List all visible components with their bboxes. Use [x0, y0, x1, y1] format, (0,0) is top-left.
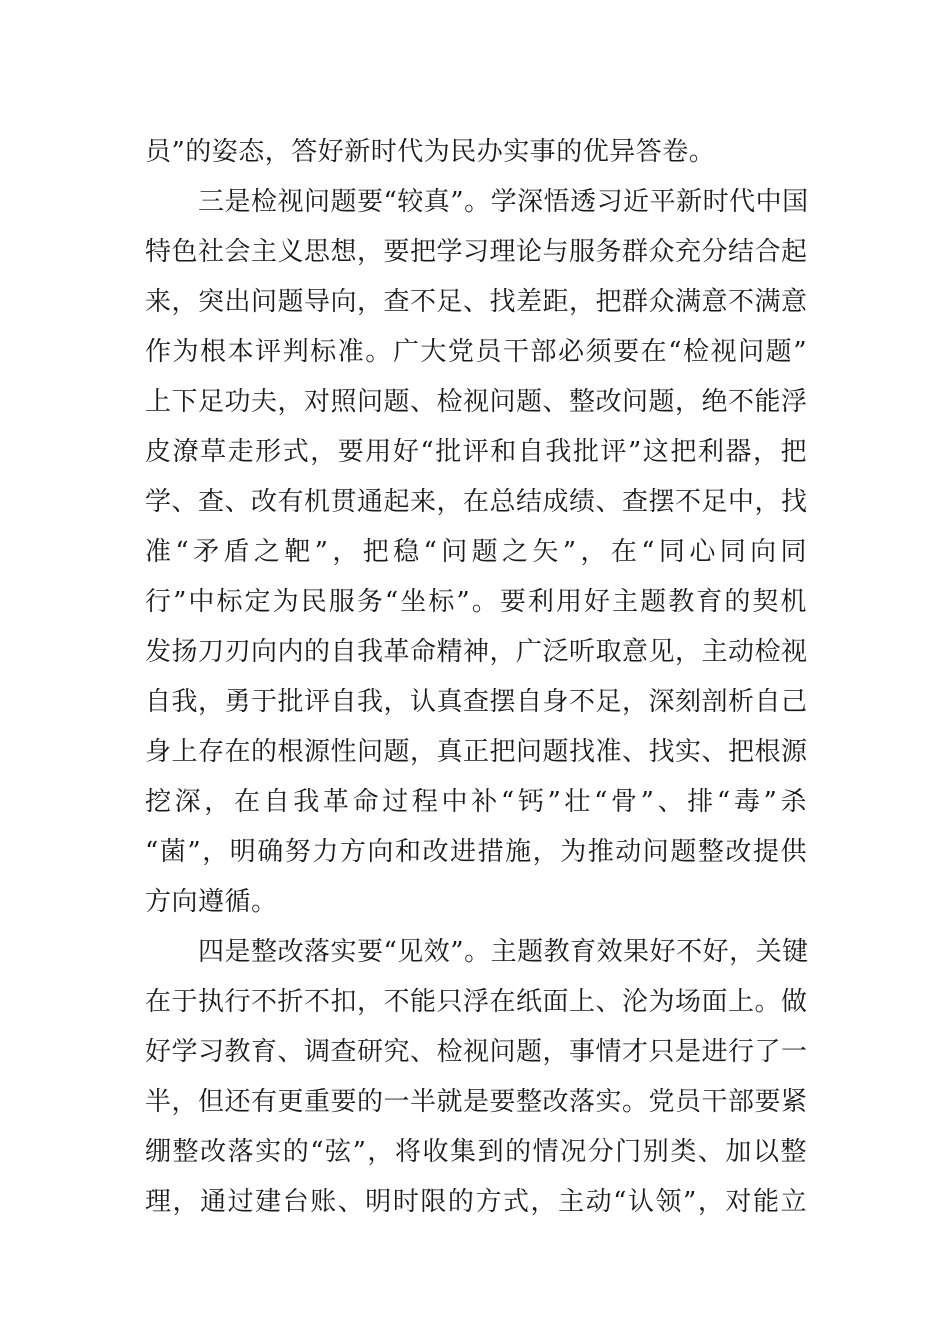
- text-line: 自我，勇于批评自我，认真查摆自身不足，深刻剖析自己: [145, 687, 808, 717]
- text-line: 四是整改落实要“见效”。主题教育效果好不好，关键: [145, 937, 809, 967]
- text-line: 行”中标定为民服务“坐标”。要利用好主题教育的契机: [145, 587, 807, 617]
- text-line: 员”的姿态，答好新时代为民办实事的优异答卷。: [145, 137, 716, 167]
- text-line: 来，突出问题导向，查不足、找差距，把群众满意不满意: [145, 287, 808, 317]
- text-line: 挖深，在自我革命过程中补“钙”壮“骨”、排“毒”杀: [145, 787, 807, 817]
- text-line: 身上存在的根源性问题，真正把问题找准、找实、把根源: [145, 737, 808, 767]
- text-line: 半，但还有更重要的一半就是要整改落实。党员干部要紧: [145, 1087, 808, 1117]
- text-line: 方向遵循。: [145, 887, 278, 917]
- text-line: 好学习教育、调查研究、检视问题，事情才只是进行了一: [145, 1037, 808, 1067]
- text-line: 三是检视问题要“较真”。学深悟透习近平新时代中国: [145, 187, 809, 217]
- text-line: 理，通过建台账、明时限的方式，主动“认领”，对能立: [145, 1187, 807, 1217]
- text-line: 绷整改落实的“弦”，将收集到的情况分门别类、加以整: [145, 1137, 807, 1167]
- text-line: 准“矛盾之靶”，把稳“问题之矢”，在“同心同向同: [145, 537, 807, 567]
- text-line: 作为根本评判标准。广大党员干部必须要在“检视问题”: [145, 337, 807, 367]
- text-line: 皮潦草走形式，要用好“批评和自我批评”这把利器，把: [145, 437, 807, 467]
- text-line: 在于执行不折不扣，不能只浮在纸面上、沦为场面上。做: [145, 987, 808, 1017]
- text-line: 学、查、改有机贯通起来，在总结成绩、查摆不足中，找: [145, 487, 808, 517]
- text-line: 上下足功夫，对照问题、检视问题、整改问题，绝不能浮: [145, 387, 808, 417]
- text-line: 特色社会主义思想，要把学习理论与服务群众充分结合起: [145, 237, 808, 267]
- text-line: 发扬刀刃向内的自我革命精神，广泛听取意见，主动检视: [145, 637, 808, 667]
- text-line: “菌”，明确努力方向和改进措施，为推动问题整改提供: [145, 837, 807, 867]
